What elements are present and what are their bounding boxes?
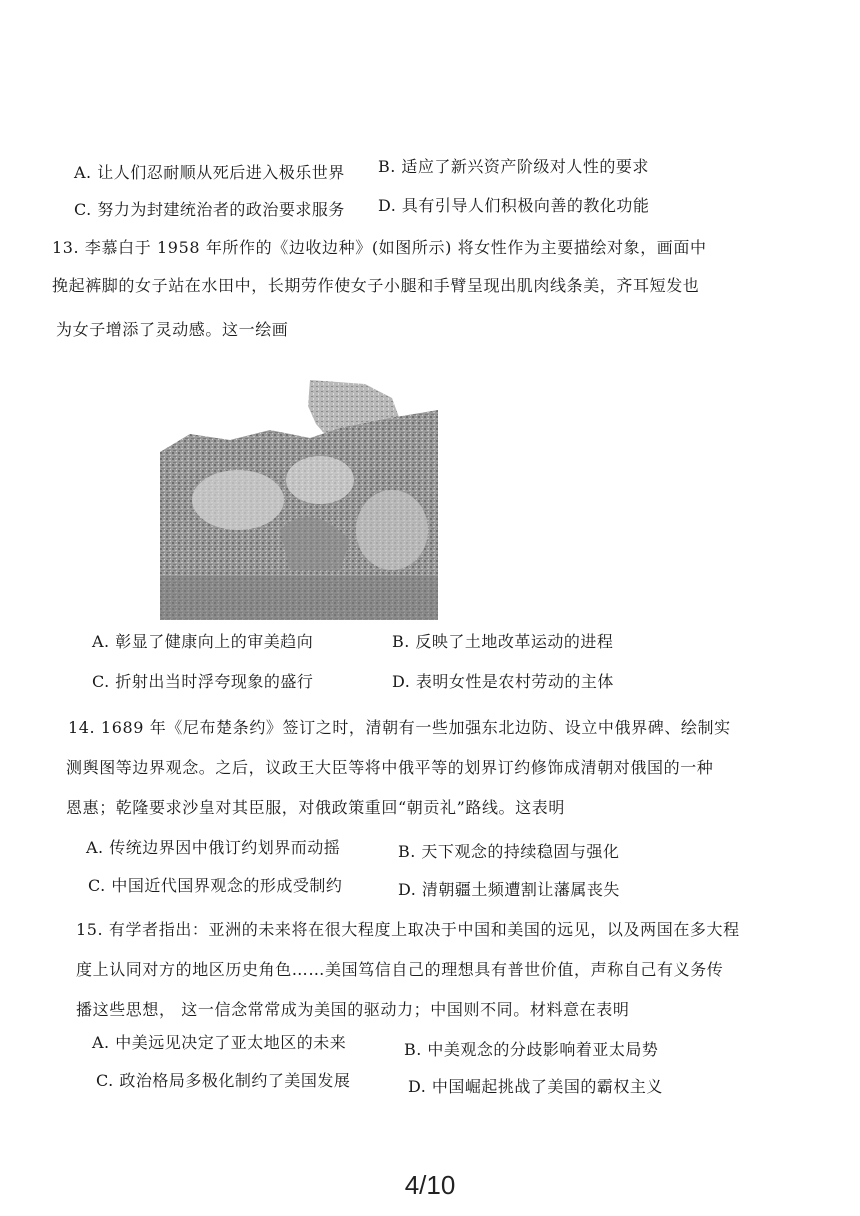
q15-option-d: D. 中国崛起挑战了美国的霸权主义 xyxy=(408,1077,663,1096)
q13-option-b: B. 反映了土地改革运动的进程 xyxy=(392,632,614,651)
q15-stem-line2: 度上认同对方的地区历史角色……美国笃信自己的理想具有普世价值，声称自己有义务传 xyxy=(76,960,724,979)
q14-option-a: A. 传统边界因中俄订约划界而动摇 xyxy=(86,838,341,857)
q14-stem-line2: 测舆图等边界观念。之后，议政王大臣等将中俄平等的划界订约修饰成清朝对俄国的一种 xyxy=(66,758,714,777)
painting-image xyxy=(160,380,438,620)
q15-stem-line3: 播这些思想， 这一信念常常成为美国的驱动力；中国则不同。材料意在表明 xyxy=(76,1000,630,1019)
q15-option-b: B. 中美观念的分歧影响着亚太局势 xyxy=(404,1040,659,1059)
q14-stem-line3: 恩惠；乾隆要求沙皇对其臣服，对俄政策重回“朝贡礼”路线。这表明 xyxy=(66,798,565,817)
q13-stem-line1: 13. 李慕白于 1958 年所作的《边收边种》(如图所示) 将女性作为主要描绘对象，画面中 xyxy=(52,238,707,257)
page-number: 4/10 xyxy=(404,1170,456,1200)
q13-stem-line3: 为女子增添了灵动感。这一绘画 xyxy=(56,320,289,339)
q13-option-c: C. 折射出当时浮夸现象的盛行 xyxy=(92,672,314,691)
q12-option-b: B. 适应了新兴资产阶级对人性的要求 xyxy=(378,157,649,176)
q12-option-c: C. 努力为封建统治者的政治要求服务 xyxy=(74,200,345,219)
q15-stem-line1: 15. 有学者指出：亚洲的未来将在很大程度上取决于中国和美国的远见，以及两国在多大程 xyxy=(76,920,740,939)
q12-option-a: A. 让人们忍耐顺从死后进入极乐世界 xyxy=(74,163,345,182)
q13-option-d: D. 表明女性是农村劳动的主体 xyxy=(392,672,614,691)
q14-option-c: C. 中国近代国界观念的形成受制约 xyxy=(88,876,343,895)
q13-option-a: A. 彰显了健康向上的审美趋向 xyxy=(92,632,314,651)
q14-option-b: B. 天下观念的持续稳固与强化 xyxy=(398,842,620,861)
q14-option-d: D. 清朝疆土频遭割让藩属丧失 xyxy=(398,880,620,899)
q15-option-c: C. 政治格局多极化制约了美国发展 xyxy=(96,1071,351,1090)
q12-option-d: D. 具有引导人们积极向善的教化功能 xyxy=(378,196,650,215)
q15-option-a: A. 中美远见决定了亚太地区的未来 xyxy=(92,1033,347,1052)
q14-stem-line1: 14. 1689 年《尼布楚条约》签订之时，清朝有一些加强东北边防、设立中俄界碑、绘制实 xyxy=(68,718,731,737)
q13-stem-line2: 挽起裤脚的女子站在水田中，长期劳作使女子小腿和手臂呈现出肌肉线条美，齐耳短发也 xyxy=(52,276,700,295)
